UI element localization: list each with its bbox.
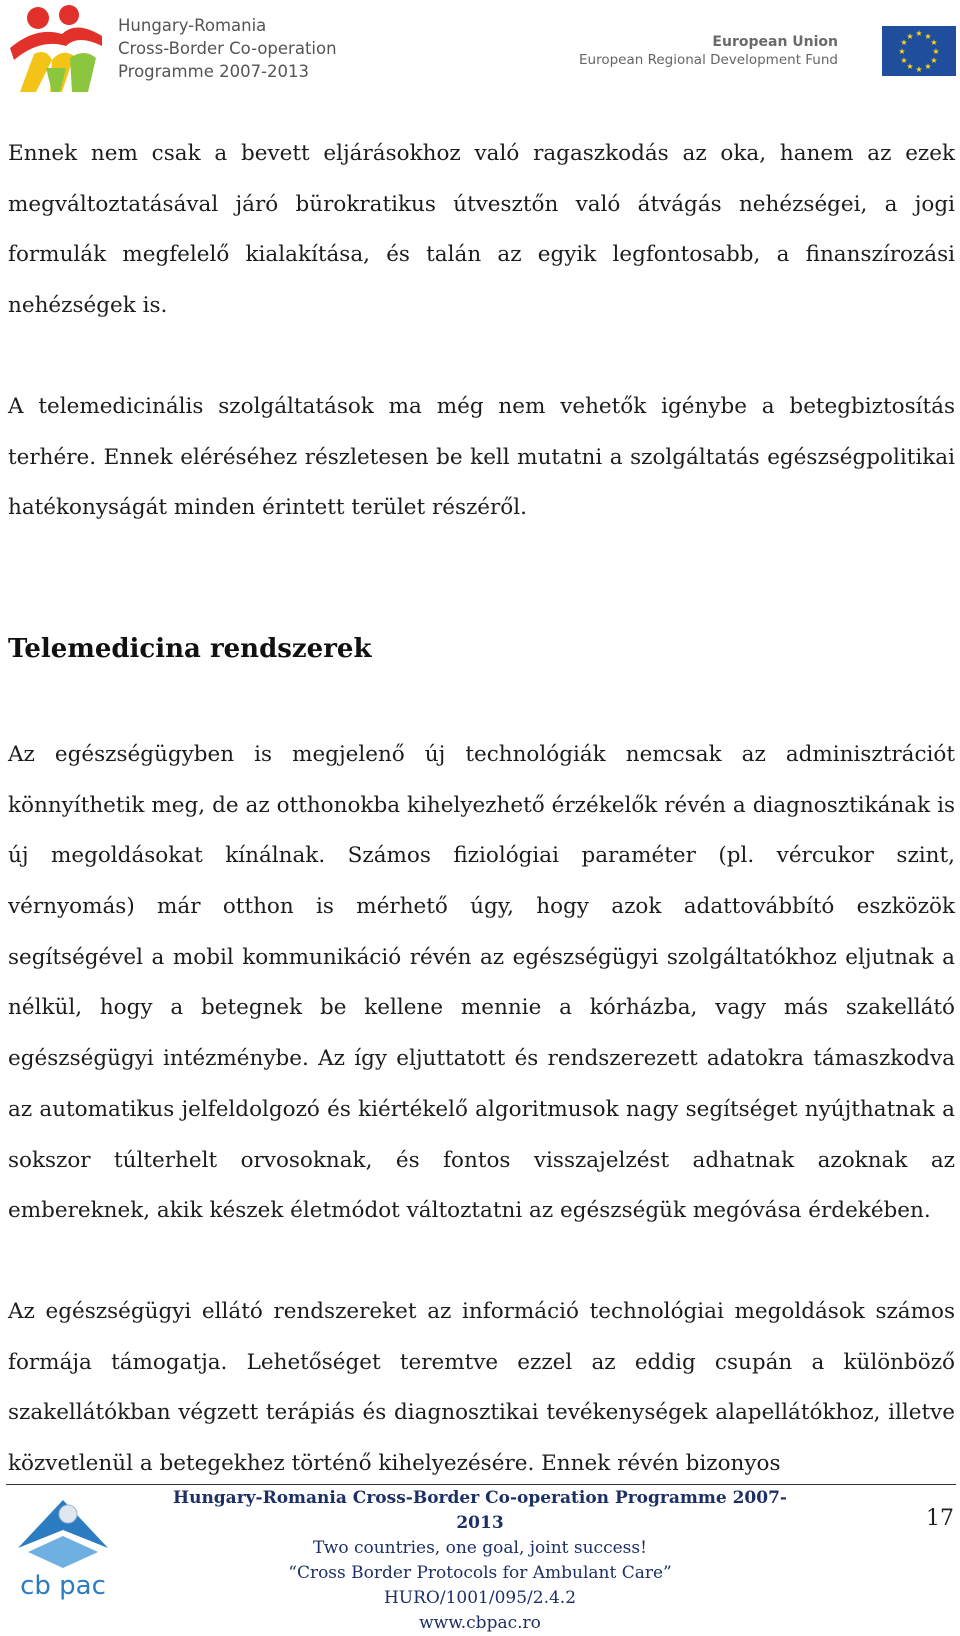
paragraph-3: Az egészségügyben is megjelenő új technológiák nemcsak az adminisztrációt könnyíthetik meg, de az otthonokba kihelyezhető érzékelők révén a diagnosztikának is új megoldásokat kínálnak. Számos fiziológiai paraméter (pl. vércukor szint, vérnyomás) már otthon is mérhető úgy, hogy azok adattovábbító eszközök segítségével a mobil kommunikáció révén az egészségügyi szolgáltatókhoz eljutnak a nélkül, hogy a betegnek be kellene mennie a kórházba, vagy más szakellátó egészségügyi intézménybe. Az így eljuttatott és rendszerezett adatokra támaszkodva az automatikus jelfeldolgozó és kiértékelő algoritmusok nagy segítséget nyújthatnak a sokszor túlterhelt orvosoknak, és fontos visszajelzést adhatnak azoknak az embereknek, akik készek életmódot változtatni az egészségük megóvása érdekében. xyxy=(8,741,955,1224)
paragraph-1: Ennek nem csak a bevett eljárásokhoz való ragaszkodás az oka, hanem az ezek megváltoztatásával járó bürokratikus útvesztőn való átvágás nehézségei, a jogi formulák megfelelő kialakítása, és talán az egyik legfontosabb, a finanszírozási nehézségek is. xyxy=(8,141,955,319)
paragraph-2: A telemedicinális szolgáltatások ma még nem vehetők igénybe a betegbiztosítás terhére. Ennek eléréséhez részletesen be kell mutatni a szolgáltatás egészségpolitikai hatékonyságát minden érintett terület részéről. xyxy=(8,393,955,521)
svg-text:★: ★ xyxy=(924,62,932,71)
svg-text:★: ★ xyxy=(915,29,923,38)
svg-text:★: ★ xyxy=(930,56,938,65)
document-body xyxy=(8,129,955,1490)
programme-title xyxy=(118,14,337,83)
svg-text:★: ★ xyxy=(906,32,914,41)
eu-title: European Union xyxy=(712,34,838,50)
footer-programme: Hungary-Romania Cross-Border Co-operation Programme 2007-2013 xyxy=(173,1488,787,1533)
svg-text:★: ★ xyxy=(930,38,938,47)
eu-flag-icon xyxy=(882,26,956,76)
page-header xyxy=(0,0,960,110)
footer-project-title: “Cross Border Protocols for Ambulant Care” xyxy=(288,1563,672,1583)
footer-slogan: Two countries, one goal, joint success! xyxy=(313,1538,647,1558)
cbpac-logo xyxy=(8,1490,118,1610)
programme-line-3: Programme 2007-2013 xyxy=(118,62,310,81)
programme-line-2: Cross-Border Co-operation xyxy=(118,39,337,58)
programme-line-1: Hungary-Romania xyxy=(118,16,267,35)
svg-text:★: ★ xyxy=(906,62,914,71)
svg-text:★: ★ xyxy=(898,47,906,56)
paragraph-4: Az egészségügyi ellátó rendszereket az információ technológiai megoldások számos formája támogatja. Lehetőséget teremtve ezzel az eddig csupán a különböző szakellátókban végzett terápiás és diagnosztikai tevékenységek alapellátókhoz, illetve közvetlenül a betegekhez történő kihelyezésére. Ennek révén bizonyos xyxy=(8,1298,955,1477)
svg-text:★: ★ xyxy=(900,56,908,65)
svg-text:★: ★ xyxy=(915,65,923,74)
footer-website: www.cbpac.ro xyxy=(419,1613,541,1633)
svg-text:★: ★ xyxy=(932,47,940,56)
section-heading: Telemedicina rendszerek xyxy=(8,633,372,664)
cbpac-logo-text: cb pac xyxy=(20,1571,106,1601)
eu-fund: European Regional Development Fund xyxy=(578,52,838,68)
svg-text:★: ★ xyxy=(924,32,932,41)
svg-text:★: ★ xyxy=(900,38,908,47)
footer-info xyxy=(150,1486,810,1636)
footer-divider xyxy=(6,1484,956,1485)
footer-project-code: HURO/1001/095/2.4.2 xyxy=(383,1588,577,1608)
page-number: 17 xyxy=(926,1506,954,1531)
programme-logo xyxy=(6,4,106,96)
eu-text xyxy=(579,33,838,69)
